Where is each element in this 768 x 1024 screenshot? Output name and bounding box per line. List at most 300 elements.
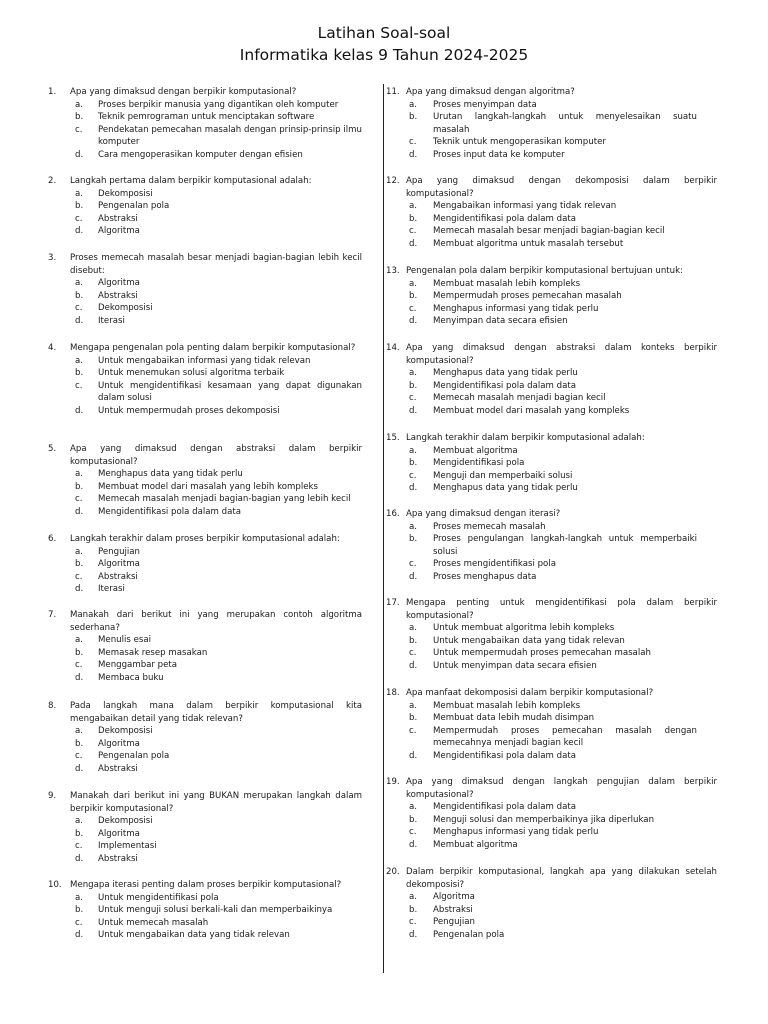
answer-option <box>386 700 768 713</box>
option-letter: a. <box>409 201 417 212</box>
option-letter: c. <box>409 559 417 570</box>
option-letter: b. <box>75 828 84 839</box>
option-text: Proses memecah masalah <box>433 521 546 532</box>
option-text: Pengujian <box>98 546 140 557</box>
answer-option <box>0 213 380 226</box>
option-letter: c. <box>409 827 417 838</box>
option-text: Abstraksi <box>433 904 473 915</box>
option-text: Membaca buku <box>98 672 164 683</box>
option-letter: c. <box>75 380 83 391</box>
question-18 <box>386 687 768 763</box>
option-text: Mengidentifikasi pola dalam data <box>433 750 576 761</box>
question-number: 2. <box>48 176 57 186</box>
question-12 <box>386 175 768 251</box>
option-text: Membuat masalah lebih kompleks <box>433 278 581 289</box>
answer-option <box>386 929 768 942</box>
option-text: Algoritma <box>98 828 140 839</box>
option-letter: a. <box>409 623 417 634</box>
option-letter: d. <box>75 853 84 864</box>
document-title: Latihan Soal-soal <box>317 24 451 42</box>
question-number: 9. <box>48 791 57 801</box>
answer-option <box>0 815 380 828</box>
question-number: 17. <box>386 598 400 608</box>
option-letter: c. <box>409 226 417 237</box>
question-number: 7. <box>48 610 57 620</box>
answer-option <box>386 149 768 162</box>
option-letter: b. <box>409 291 418 302</box>
option-text: Mengidentifikasi pola dalam data <box>433 213 576 224</box>
answer-option <box>386 290 768 303</box>
question-text: Apa yang dimaksud dengan abstraksi dalam konteks berpikir komputasional? <box>406 343 717 366</box>
option-text: Algoritma <box>98 559 140 570</box>
option-letter: d. <box>75 506 84 517</box>
option-letter: b. <box>409 534 418 545</box>
answer-option <box>386 225 768 238</box>
option-text: Membuat algoritma untuk masalah tersebut <box>433 238 624 249</box>
option-text: Abstraksi <box>98 290 138 301</box>
option-text: Proses pengulangan langkah-langkah untuk memperbaiki solusi <box>433 534 697 557</box>
column-divider <box>383 84 384 973</box>
answer-option <box>0 302 380 315</box>
option-letter: d. <box>409 405 418 416</box>
answer-option <box>386 457 768 470</box>
option-letter: a. <box>75 816 83 827</box>
option-text: Mengabaikan informasi yang tidak relevan <box>433 201 617 212</box>
question-20 <box>386 866 768 942</box>
option-text: Menyimpan data secara efisien <box>433 316 568 327</box>
option-letter: d. <box>409 149 418 160</box>
option-text: Mengidentifikasi pola dalam data <box>433 802 576 813</box>
answer-option <box>386 392 768 405</box>
answer-option <box>386 213 768 226</box>
answer-option <box>0 672 380 685</box>
question-number: 13. <box>386 266 400 276</box>
answer-option <box>0 571 380 584</box>
option-text: Memecah masalah besar menjadi bagian-bagian kecil <box>433 226 665 237</box>
question-number: 6. <box>48 534 57 544</box>
answer-option <box>0 546 380 559</box>
answer-option <box>386 916 768 929</box>
option-text: Dekomposisi <box>98 188 153 199</box>
answer-option <box>0 929 380 942</box>
option-letter: a. <box>75 99 83 110</box>
option-text: Proses mengidentifikasi pola <box>433 559 556 570</box>
question-text: Manakah dari berikut ini yang merupakan contoh algoritma sederhana? <box>70 610 362 633</box>
option-text: Untuk menemukan solusi algoritma terbaik <box>98 368 285 379</box>
question-number: 1. <box>48 87 57 97</box>
answer-option <box>0 405 380 418</box>
option-text: Iterasi <box>98 315 125 326</box>
answer-option <box>386 647 768 660</box>
option-text: Menghapus data yang tidak perlu <box>98 469 243 480</box>
option-letter: b. <box>75 368 84 379</box>
option-text: Pendekatan pemecahan masalah dengan prinsip-prinsip ilmu komputer <box>98 124 362 148</box>
answer-option <box>0 99 380 112</box>
option-letter: d. <box>409 571 418 582</box>
answer-option <box>0 468 380 481</box>
answer-option <box>386 826 768 839</box>
answer-option <box>0 725 380 738</box>
option-text: Untuk mengabaikan data yang tidak relevan <box>98 930 290 941</box>
answer-option <box>386 521 768 534</box>
option-text: Membuat algoritma <box>433 445 518 456</box>
option-letter: a. <box>75 546 83 557</box>
option-letter: a. <box>409 700 417 711</box>
option-letter: b. <box>75 112 84 123</box>
option-letter: b. <box>75 201 84 212</box>
option-letter: c. <box>75 841 83 852</box>
option-letter: a. <box>409 445 417 456</box>
question-10 <box>0 879 380 942</box>
option-text: Proses menyimpan data <box>433 99 537 110</box>
option-text: Algoritma <box>433 892 475 903</box>
option-letter: b. <box>409 904 418 915</box>
option-text: Untuk mengabaikan data yang tidak relevan <box>433 635 625 646</box>
question-7 <box>0 609 380 685</box>
option-text: Membuat model dari masalah yang kompleks <box>433 405 630 416</box>
option-text: Memecah masalah menjadi bagian-bagian yang lebih kecil <box>98 494 351 505</box>
question-text: Apa yang dimaksud dengan abstraksi dalam berpikir komputasional? <box>70 444 362 467</box>
document-header <box>0 22 768 66</box>
option-letter: b. <box>409 635 418 646</box>
option-text: Proses input data ke komputer <box>433 149 565 160</box>
option-text: Teknik pemrograman untuk menciptakan software <box>98 112 315 123</box>
option-letter: c. <box>409 303 417 314</box>
answer-option <box>0 506 380 519</box>
option-letter: c. <box>75 660 83 671</box>
answer-option <box>386 814 768 827</box>
option-text: Untuk mengidentifikasi pola <box>98 892 219 903</box>
option-text: Mengidentifikasi pola dalam data <box>98 506 241 517</box>
answer-option <box>0 367 380 380</box>
option-text: Pengenalan pola <box>98 751 170 762</box>
answer-option <box>386 200 768 213</box>
answer-option <box>0 111 380 124</box>
question-16 <box>386 508 768 584</box>
answer-option <box>0 149 380 162</box>
answer-option <box>0 124 380 149</box>
option-letter: a. <box>75 188 83 199</box>
option-letter: d. <box>409 238 418 249</box>
answer-option <box>386 725 768 750</box>
question-2 <box>0 175 380 238</box>
answer-option <box>386 278 768 291</box>
question-number: 5. <box>48 444 57 454</box>
answer-option <box>386 380 768 393</box>
option-letter: b. <box>409 112 418 123</box>
answer-option <box>386 405 768 418</box>
option-text: Algoritma <box>98 226 140 237</box>
option-letter: a. <box>75 278 83 289</box>
question-number: 18. <box>386 688 400 698</box>
option-text: Memasak resep masakan <box>98 647 208 658</box>
question-5 <box>0 443 380 519</box>
question-text: Proses memecah masalah besar menjadi bagian-bagian lebih kecil disebut: <box>70 253 362 276</box>
option-text: Mengidentifikasi pola dalam data <box>433 380 576 391</box>
option-text: Cara mengoperasikan komputer dengan efisien <box>98 149 303 160</box>
option-letter: c. <box>409 137 417 148</box>
option-letter: d. <box>75 763 84 774</box>
option-letter: a. <box>409 99 417 110</box>
answer-option <box>0 315 380 328</box>
option-text: Untuk mempermudah proses dekomposisi <box>98 405 280 416</box>
answer-option <box>386 750 768 763</box>
option-letter: d. <box>409 839 418 850</box>
option-letter: c. <box>75 917 83 928</box>
option-letter: c. <box>409 393 417 404</box>
answer-option <box>0 493 380 506</box>
option-letter: b. <box>75 738 84 749</box>
option-letter: d. <box>75 315 84 326</box>
option-letter: c. <box>409 917 417 928</box>
answer-option <box>386 558 768 571</box>
question-text: Apa yang dimaksud dengan dekomposisi dalam berpikir komputasional? <box>406 176 717 199</box>
question-4 <box>0 342 380 418</box>
option-text: Iterasi <box>98 584 125 595</box>
question-13 <box>386 265 768 328</box>
option-letter: d. <box>75 930 84 941</box>
answer-option <box>0 904 380 917</box>
option-text: Urutan langkah-langkah untuk menyelesaikan suatu masalah <box>433 112 697 135</box>
answer-option <box>0 840 380 853</box>
option-text: Dekomposisi <box>98 726 153 737</box>
option-text: Pengujian <box>433 917 475 928</box>
answer-option <box>0 738 380 751</box>
question-number: 16. <box>386 509 400 519</box>
answer-option <box>386 533 768 558</box>
answer-option <box>386 99 768 112</box>
question-text: Mengapa iterasi penting dalam proses berpikir komputasional? <box>70 880 342 890</box>
option-text: Menggambar peta <box>98 660 178 671</box>
option-text: Abstraksi <box>98 763 138 774</box>
answer-option <box>0 225 380 238</box>
question-15 <box>386 432 768 495</box>
option-letter: c. <box>75 213 83 224</box>
option-letter: d. <box>75 672 84 683</box>
answer-option <box>0 750 380 763</box>
answer-option <box>386 238 768 251</box>
answer-option <box>0 917 380 930</box>
answer-option <box>386 635 768 648</box>
option-letter: c. <box>75 124 83 135</box>
answer-option <box>0 659 380 672</box>
answer-option <box>0 647 380 660</box>
question-3 <box>0 252 380 328</box>
answer-option <box>0 853 380 866</box>
question-number: 19. <box>386 777 400 787</box>
option-text: Menguji dan memperbaiki solusi <box>433 470 573 481</box>
option-letter: c. <box>409 470 417 481</box>
option-text: Abstraksi <box>98 213 138 224</box>
question-14 <box>386 342 768 418</box>
option-letter: d. <box>409 750 418 761</box>
answer-option <box>386 445 768 458</box>
option-letter: b. <box>409 713 418 724</box>
answer-option <box>0 892 380 905</box>
option-letter: a. <box>75 726 83 737</box>
option-letter: b. <box>75 481 84 492</box>
answer-option <box>0 188 380 201</box>
option-text: Teknik untuk mengoperasikan komputer <box>433 137 606 148</box>
question-text: Manakah dari berikut ini yang BUKAN merupakan langkah dalam berpikir komputasional? <box>70 791 362 814</box>
option-letter: b. <box>75 559 84 570</box>
question-text: Mengapa pengenalan pola penting dalam berpikir komputasional? <box>70 343 356 353</box>
answer-option <box>386 136 768 149</box>
question-text: Apa yang dimaksud dengan langkah pengujian dalam berpikir komputasional? <box>406 777 717 800</box>
answer-option <box>386 839 768 852</box>
option-letter: d. <box>75 149 84 160</box>
answer-option <box>0 583 380 596</box>
option-letter: c. <box>75 571 83 582</box>
option-letter: c. <box>409 725 417 736</box>
option-letter: a. <box>409 521 417 532</box>
answer-option <box>0 558 380 571</box>
option-text: Abstraksi <box>98 571 138 582</box>
answer-option <box>0 355 380 368</box>
option-letter: a. <box>409 892 417 903</box>
option-text: Menghapus informasi yang tidak perlu <box>433 303 599 314</box>
option-letter: a. <box>409 278 417 289</box>
option-text: Untuk mengidentifikasi kesamaan yang dapat digunakan dalam solusi <box>98 380 362 404</box>
answer-option <box>386 111 768 136</box>
option-text: Untuk mengabaikan informasi yang tidak relevan <box>98 355 311 366</box>
question-number: 15. <box>386 433 400 443</box>
option-text: Mempermudah proses pemecahan masalah dengan memecahnya menjadi bagian kecil <box>433 725 697 749</box>
question-number: 11. <box>386 87 400 97</box>
option-text: Membuat algoritma <box>433 839 518 850</box>
option-text: Menguji solusi dan memperbaikinya jika diperlukan <box>433 814 655 825</box>
option-text: Untuk menguji solusi berkali-kali dan memperbaikinya <box>98 905 333 916</box>
option-text: Algoritma <box>98 738 140 749</box>
option-letter: a. <box>409 802 417 813</box>
option-letter: b. <box>75 905 84 916</box>
option-text: Menghapus informasi yang tidak perlu <box>433 827 599 838</box>
option-text: Mengidentifikasi pola <box>433 458 525 469</box>
option-text: Pengenalan pola <box>98 201 170 212</box>
option-letter: b. <box>409 380 418 391</box>
question-text: Apa yang dimaksud dengan iterasi? <box>406 509 561 519</box>
option-letter: a. <box>75 355 83 366</box>
option-text: Menulis esai <box>98 635 151 646</box>
option-letter: a. <box>409 368 417 379</box>
option-letter: d. <box>409 660 418 671</box>
option-text: Proses menghapus data <box>433 571 537 582</box>
option-letter: b. <box>409 458 418 469</box>
option-letter: d. <box>75 584 84 595</box>
option-text: Mempermudah proses pemecahan masalah <box>433 291 622 302</box>
question-8 <box>0 700 380 776</box>
question-number: 10. <box>48 880 62 890</box>
question-number: 4. <box>48 343 57 353</box>
option-letter: b. <box>409 213 418 224</box>
question-text: Apa manfaat dekomposisi dalam berpikir komputasional? <box>406 688 654 698</box>
option-text: Memecah masalah menjadi bagian kecil <box>433 393 606 404</box>
answer-option <box>0 481 380 494</box>
question-17 <box>386 597 768 673</box>
option-letter: d. <box>409 483 418 494</box>
option-text: Dekomposisi <box>98 303 153 314</box>
option-letter: d. <box>409 929 418 940</box>
answer-option <box>0 828 380 841</box>
question-text: Apa yang dimaksud dengan algoritma? <box>406 87 575 97</box>
option-text: Untuk mempermudah proses pemecahan masalah <box>433 648 651 659</box>
answer-option <box>386 315 768 328</box>
option-text: Untuk membuat algoritma lebih kompleks <box>433 623 615 634</box>
question-9 <box>0 790 380 866</box>
answer-option <box>386 367 768 380</box>
option-letter: b. <box>75 647 84 658</box>
option-letter: d. <box>409 316 418 327</box>
question-number: 14. <box>386 343 400 353</box>
answer-option <box>0 200 380 213</box>
question-number: 12. <box>386 176 400 186</box>
question-text: Pengenalan pola dalam berpikir komputasional bertujuan untuk: <box>406 266 683 276</box>
option-letter: c. <box>75 751 83 762</box>
option-text: Implementasi <box>98 841 157 852</box>
question-number: 20. <box>386 867 400 877</box>
option-letter: c. <box>409 648 417 659</box>
answer-option <box>386 904 768 917</box>
answer-option <box>0 634 380 647</box>
option-text: Pengenalan pola <box>433 929 505 940</box>
question-text: Dalam berpikir komputasional, langkah apa yang dilakukan setelah dekomposisi? <box>406 867 717 890</box>
option-text: Abstraksi <box>98 853 138 864</box>
answer-option <box>386 571 768 584</box>
option-text: Membuat data lebih mudah disimpan <box>433 713 595 724</box>
answer-option <box>0 763 380 776</box>
option-letter: d. <box>75 226 84 237</box>
answer-option <box>386 482 768 495</box>
option-text: Dekomposisi <box>98 816 153 827</box>
question-11 <box>386 86 768 162</box>
question-text: Apa yang dimaksud dengan berpikir komputasional? <box>70 87 297 97</box>
option-letter: a. <box>75 892 83 903</box>
option-text: Algoritma <box>98 278 140 289</box>
option-letter: d. <box>75 405 84 416</box>
answer-option <box>0 380 380 405</box>
question-text: Pada langkah mana dalam berpikir komputasional kita mengabaikan detail yang tidak relevan? <box>70 701 362 724</box>
option-text: Menghapus data yang tidak perlu <box>433 368 578 379</box>
question-text: Mengapa penting untuk mengidentifikasi pola dalam berpikir komputasional? <box>406 598 717 621</box>
question-1 <box>0 86 380 162</box>
question-19 <box>386 776 768 852</box>
option-text: Untuk memecah masalah <box>98 917 209 928</box>
answer-option <box>386 660 768 673</box>
option-letter: a. <box>75 635 83 646</box>
option-letter: a. <box>75 469 83 480</box>
answer-option <box>386 303 768 316</box>
option-letter: c. <box>75 494 83 505</box>
answer-option <box>0 290 380 303</box>
option-text: Membuat model dari masalah yang lebih kompleks <box>98 481 318 492</box>
question-text: Langkah terakhir dalam berpikir komputasional adalah: <box>406 433 645 443</box>
option-text: Menghapus data yang tidak perlu <box>433 483 578 494</box>
question-text: Langkah pertama dalam berpikir komputasional adalah: <box>70 176 312 186</box>
question-number: 8. <box>48 701 57 711</box>
question-text: Langkah terakhir dalam proses berpikir komputasional adalah: <box>70 534 340 544</box>
answer-option <box>386 891 768 904</box>
option-letter: c. <box>75 303 83 314</box>
answer-option <box>386 712 768 725</box>
question-6 <box>0 533 380 596</box>
answer-option <box>386 622 768 635</box>
answer-option <box>0 277 380 290</box>
answer-option <box>386 470 768 483</box>
option-text: Proses berpikir manusia yang digantikan oleh komputer <box>98 99 339 110</box>
document-subtitle: Informatika kelas 9 Tahun 2024-2025 <box>239 46 529 64</box>
option-text: Untuk menyimpan data secara efisien <box>433 660 597 671</box>
option-text: Membuat masalah lebih kompleks <box>433 700 581 711</box>
